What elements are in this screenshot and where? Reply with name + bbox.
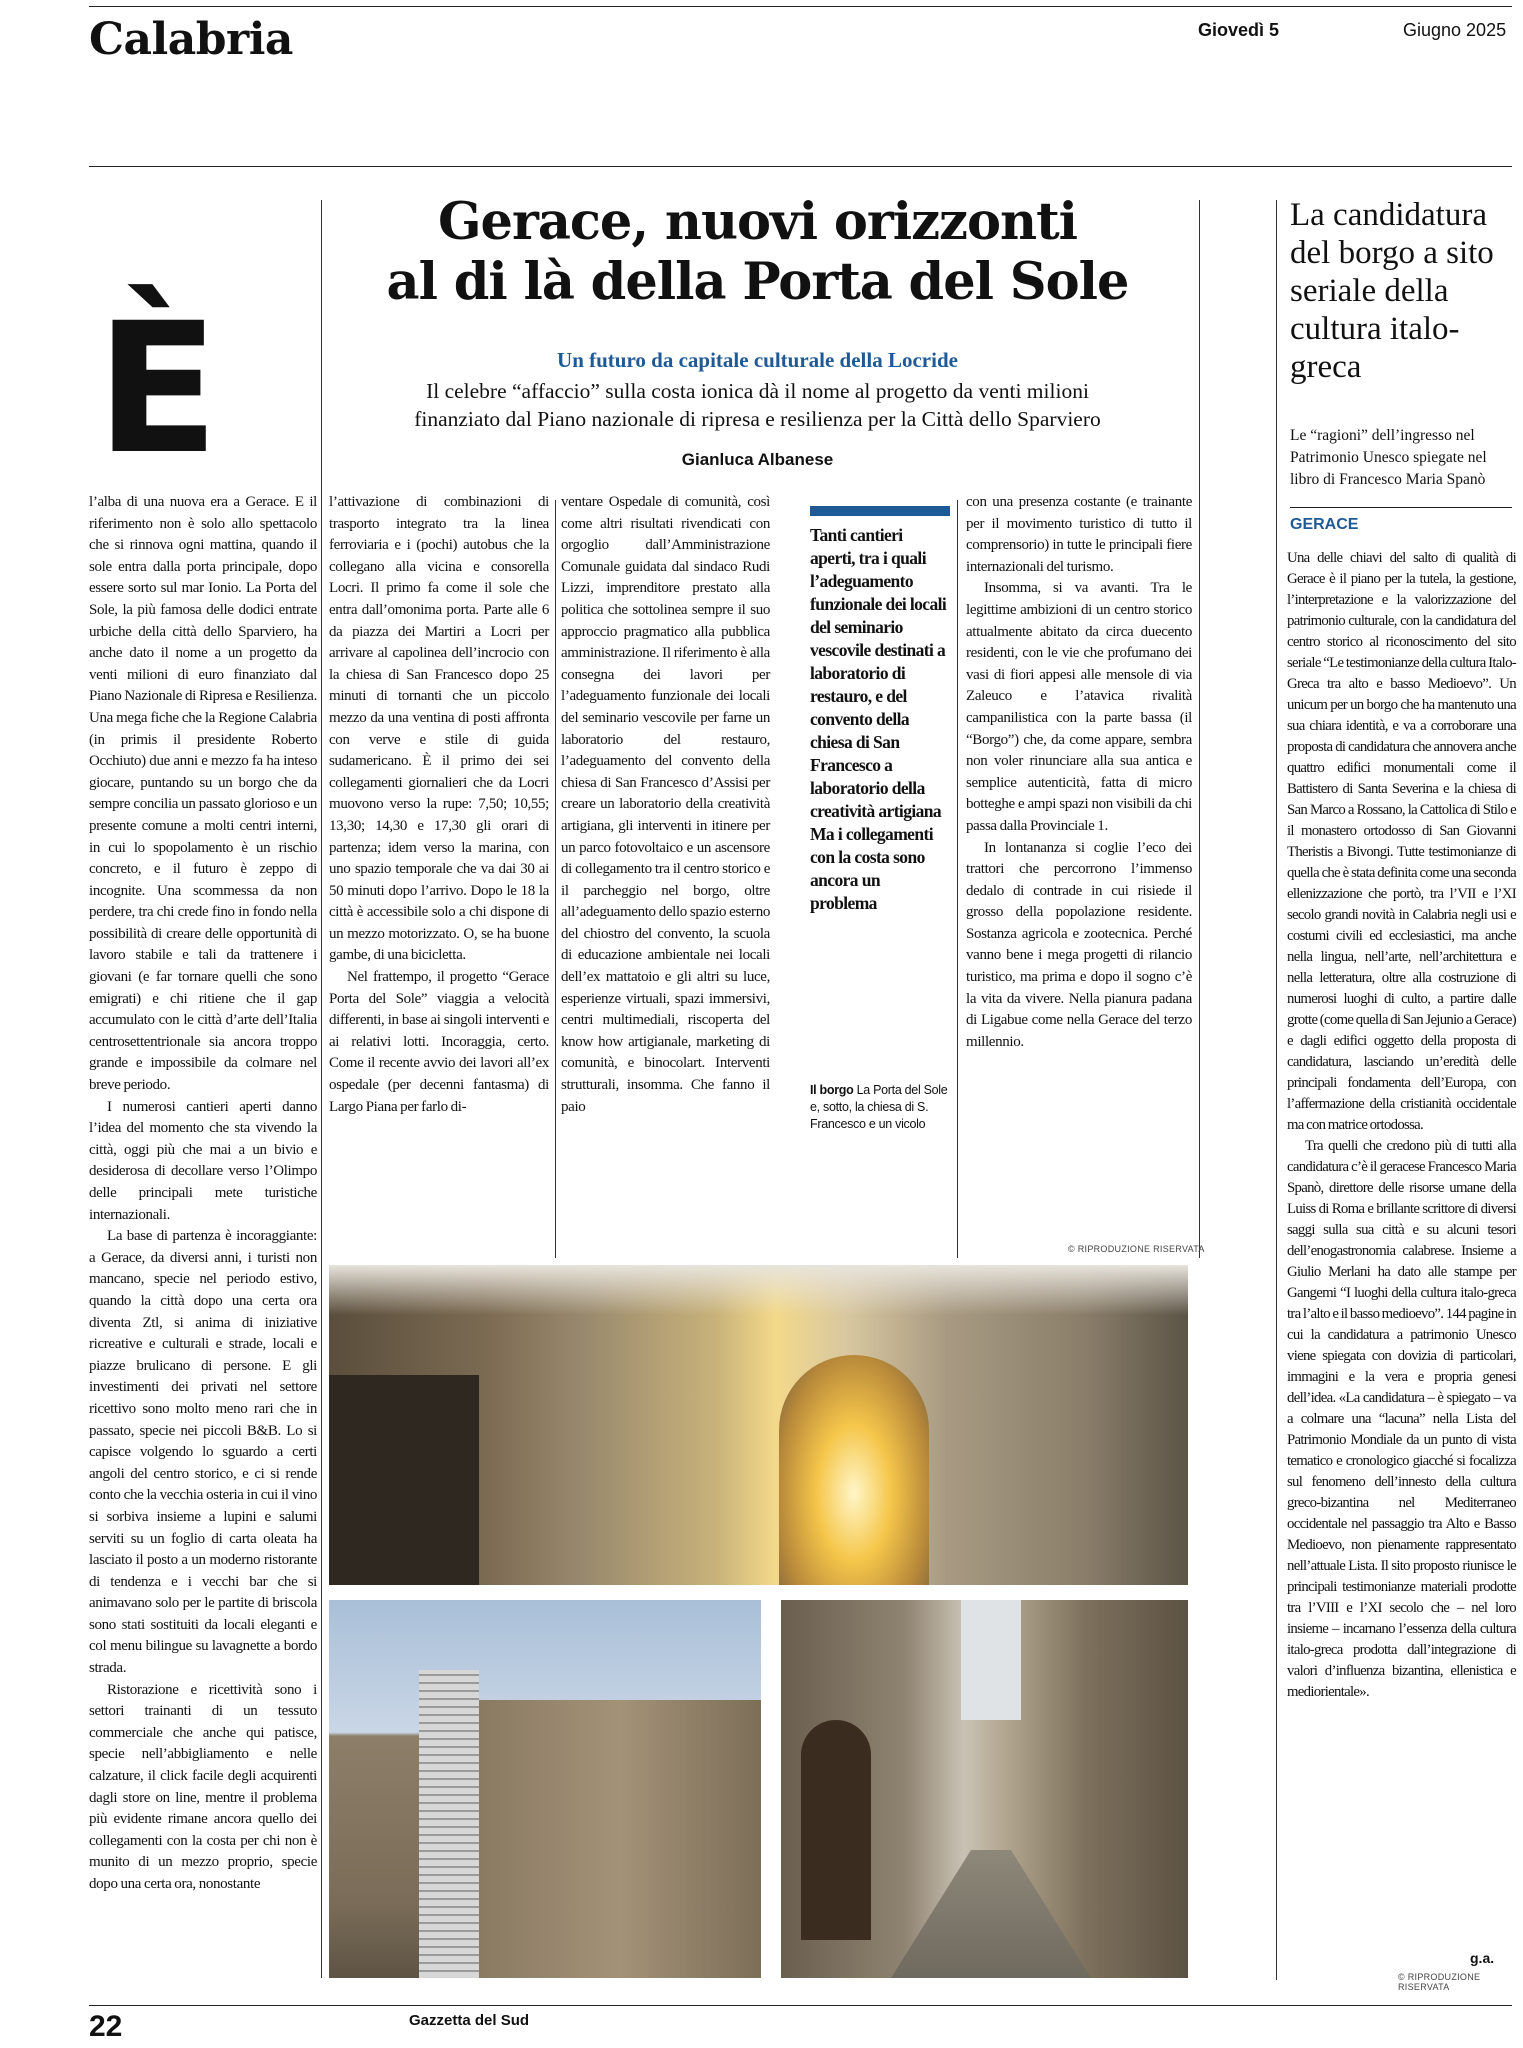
article-column-1: [89, 492, 317, 1896]
door: [801, 1720, 871, 1940]
paragraph: con una presenza costante (e trainante per il movimento turistico di tutto il comprensorio) in tutte le principali fiere internazionali del turismo.: [966, 494, 1192, 575]
paragraph: Ristorazione e ricettività sono i settori trainanti di un tessuto commerciale che anche qui patisce, specie nell’abbigliamento e nelle calzature, il click facile degli acquirenti dagli store on line, mentre il problema più evidente rimane ancora quello dei collegamenti con la costa per chi non è munito di un mezzo proprio, specie dopo una certa ora, nonostante: [89, 1681, 317, 1892]
caption-text: La Porta del Sole e, sotto, la chiesa di S. Francesco e un vicolo: [810, 1083, 948, 1131]
article-column-3: [561, 492, 770, 1118]
date-day: Giovedì 5: [1198, 20, 1280, 40]
paragraph: l’alba di una nuova era a Gerace. E il riferimento non è solo allo spettacolo che si rinnova ogni mattina, quando il sole entra dalla porta principale, dopo essere sorto sul mar Ionio. La Porta del Sole, la più famosa delle dodici entrate urbiche della città dello Sparviero, ha anche dato il nome a un progetto da venti milioni di euro finanziato dal Piano Nazionale di Ripresa e Resilienza. Una mega fiche che la Regione Calabria (in primis il presidente Roberto Occhiuto) due anni e mezzo fa ha inteso giocare, puntando su un borgo che da sempre concilia un passato glorioso e un presente comune a molti centri interni, in cui lo spopolamento è un rischio concreto, e il futuro è zeppo di incognite. Una scommessa da non perdere, tra chi crede fino in fondo nella possibilità di creare delle opportunità di lavoro stabile e tali da trattenere i giovani (e far tornare quelli che sono emigrati) e chi ritiene che il gap accumulato con le città d’arte dell’Italia centrosettentrionale sia ancora troppo grande e impossibile da colmare nel breve periodo.: [89, 494, 317, 1094]
side-article-title: La candidatura del borgo a sito seriale della cultura italo-greca: [1290, 197, 1494, 385]
deck-line: finanziato dal Piano nazionale di ripresa e resilienza per la Città dello Sparviero: [414, 407, 1101, 431]
headline-line: Gerace, nuovi orizzonti: [437, 192, 1078, 252]
side-article-rule: [1290, 507, 1512, 508]
caption-label: Il borgo: [810, 1083, 854, 1097]
paragraph: La base di partenza è incoraggiante: a Gerace, da diversi anni, i turisti non mancano, specie nel periodo estivo, quando la città dopo una certa ora diventa Ztl, si anima di iniziative ricreative e culturali e strade, locali e piazze brulicano di persone. E gli investimenti dei privati nel settore ricettivo sono molto meno rari che in passato, specie nei piccoli B&B. Lo si capisce volgendo lo sguardo a certi angoli del centro storico, e ci si rende conto che la vecchia osteria in cui il vino si sorbiva insieme a lupini e salumi serviti su un foglio di carta oleata ha lasciato il posto a un moderno ristorante di tendenza e i vecchi bar che si animavano solo per le partite di briscola sono stati sostituiti da locali eleganti e col menu bilingue su lavagnette a bordo strada.: [89, 1228, 317, 1677]
doorway: [329, 1375, 479, 1585]
page-number: 22: [89, 2010, 123, 2043]
paragraph: ventare Ospedale di comunità, così come altri risultati rivendicati con orgoglio dall’Amministrazione Comunale guidata dal sindaco Rudi Lizzi, imprenditore prestato alla politica che sottolinea sempre il suo approccio pragmatico alla pubblica amministrazione. Il riferimento è alla consegna dei lavori per l’adeguamento funzionale dei locali del seminario vescovile per farne un laboratorio del restauro, l’adeguamento del convento della chiesa di San Francesco d’Assisi per creare un laboratorio della creatività artigiana, gli interventi in itinere per un parco fotovoltaico e un ascensore di collegamento tra il centro storico e il parcheggio nel borgo, oltre all’adeguamento dello spazio esterno del chiostro del convento, la scuola di educazione ambientale nei locali dell’ex mattatoio e gli altri su luce, esperienze virtuali, spazi immersivi, centri multimediali, riscoperta del know how artigianale, marketing di comunità, e binocolart. Interventi strutturali, insomma. Che fanno il paio: [561, 494, 770, 1115]
paragraph: In lontananza si coglie l’eco dei trattori che percorrono l’immenso dedalo di contrade in cui risiede il grosso della popolazione residente. Sostanza agricola e zootecnica. Perché vanno bene i mega progetti di rilancio turistico, ma prima e dopo il sogno c’è la vita da vivere. Nella pianura padana di Ligabue come nella Gerace del terzo millennio.: [966, 839, 1192, 1050]
article-column-5: [966, 492, 1192, 1053]
paragraph: l’attivazione di combinazioni di trasporto integrato tra la linea ferroviaria e i (pochi) autobus che la collegano alla vicina e consorella Locri. Il primo fa come il sole che entra dall’omonima porta. Parte alle 6 da piazza dei Martiri a Locri per arrivare al capolinea dell’incrocio con la chiesa di San Francesco dopo 25 minuti di tornanti che un piccolo mezzo da una ventina di posti affronta con verve e stile di guida sudamericano. È il primo dei sei collegamenti giornalieri che da Locri muovono verso la rupe: 7,50; 10,55; 13,30; 14,30 e 17,30 gli orari di partenza; idem verso la marina, con uno spazio temporale che va dai 30 ai 50 minuti dopo l’arrivo. Dopo le 18 la città è accessibile solo a chi dispone di un mezzo motorizzato. O, se ha buone gambe, di una bicicletta.: [329, 494, 549, 964]
section-title: Calabria: [89, 14, 293, 65]
column-rule: [1199, 200, 1200, 1258]
sky: [961, 1600, 1021, 1720]
sky: [329, 1265, 1188, 1315]
photo-porta-del-sole: [329, 1265, 1188, 1585]
paragraph: Tra quelli che credono più di tutti alla candidatura c’è il geracese Francesco Maria Spanò, direttore delle risorse umane della Luiss di Roma e brillante scrittore di diversi saggi sulla sua città e su alcuni tesori dell’enogastronomia calabrese. Insieme a Giulio Merlani ha dato alle stampe per Gangemi “I luoghi della cultura italo-greca tra l’alto e il basso medioevo”. 144 pagine in cui la candidatura a patrimonio Unesco viene spiegata con dovizia di particolari, immagini e la vera e propria genesi dell’idea. «La candidatura – è spiegato – va a colmare una “lacuna” nella Lista del Patrimonio Mondiale da un punto di vista tematico e cronologico giacché si focalizza sul fenomeno dell’innesto della cultura greco-bizantina nel Mediterraneo occidentale nel passaggio tra Alto e Basso Medioevo, non pienamente rappresentato nell’attuale Lista. Il sito proposto riunisce le principali testimonianze materiali prodotte tra l’VIII e l’XI secolo che – nel loro insieme – incarnano l’essenza della cultura italo-greca prodotta dall’integrazione di valori d’influenza bizantina, ellenistica e mediorientale».: [1287, 1138, 1516, 1700]
byline: Gianluca Albanese: [681, 450, 834, 469]
side-article-deck: Le “ragioni” dell’ingresso nel Patrimonio Unesco spiegate nel libro di Francesco Maria Spanò: [1290, 427, 1487, 488]
church-facade: [479, 1700, 761, 1978]
footer-rule: [89, 2005, 1512, 2006]
paragraph: I numerosi cantieri aperti danno l’idea del momento che sta vivendo la città, oggi più che mai a un bivio e desiderosa di decollare verso l’Olimpo delle principali mete turistiche internazionali.: [89, 1098, 317, 1223]
headline: [327, 192, 1188, 312]
sidebar-accent-bar: [810, 506, 950, 516]
deck: [327, 377, 1188, 433]
side-article-label: GERACE: [1290, 516, 1359, 533]
column-rule: [1276, 200, 1277, 1980]
header-rule: [89, 166, 1512, 167]
column-rule: [957, 500, 958, 1258]
drop-cap: È: [96, 285, 219, 494]
paragraph: Nel frattempo, il progetto “Gerace Porta del Sole” viaggia a velocità differenti, in base ai singoli interventi e ai relativi lotti. Incoraggia, certo. Come il recente avvio dei lavori all’ex ospedale (per decenni fantasma) di Largo Piana per farlo di-: [329, 969, 549, 1115]
pull-quote: Tanti cantieri aperti, tra i quali l’adeguamento funzionale dei locali del seminario vescovile destinati a laboratorio di restauro, e del convento della chiesa di San Francesco a laboratorio della creatività artigiana Ma i collegamenti con la costa sono ancora un problema: [810, 525, 947, 913]
top-rule: [89, 6, 1512, 7]
date-month-year: Giugno 2025: [1403, 20, 1507, 40]
photo-caption: [810, 1082, 954, 1133]
paragraph: Una delle chiavi del salto di qualità di Gerace è il piano per la tutela, la gestione, l’interpretazione e la valorizzazione del patrimonio culturale, con la candidatura del centro storico al riconoscimento del sito seriale “Le testimonianze della cultura Italo-Greca tra alto e basso Medioevo”. Un unicum per un borgo che ha mantenuto una sua chiara identità, e va a corroborare una proposta di candidatura che annovera anche quattro edifici monumentali come il Battistero di Santa Severina e la chiesa di San Marco a Rossano, la Cattolica di Stilo e il monastero ortodosso di San Giovanni Theristis a Bivongi. Tutte testimonianze di quella che è stata definita come una seconda ellenizzazione che portò, tra l’VII e l’XI secolo grandi novità in Calabria negli usi e costumi civili ed ecclesiastici, ma anche nella lingua, nell’arte, nell’architettura e nella letteratura, oltre alla costruzione di numerosi luoghi di culto, a partire dalle grotte (come quella di San Jejunio a Gerace) e dagli edifici oggetto della proposta di candidatura, lasciando un’eredità delle principali fondamenta dell’Europa, con l’affermazione della cristianità occidentale ma con matrice ortodossa.: [1287, 550, 1516, 1133]
paragraph: Insomma, si va avanti. Tra le legittime ambizioni di un centro storico attualmente abitato da circa duecento residenti, con le vie che profumano dei vasi di fiori appesi alle mensole di via Zaleuco e l’atavica rivalità campanilistica con la parte bassa (il “Borgo”) che, da come appare, sembra non voler rinunciare alla sua antica e semplice autenticità, fatta di micro botteghe e ampi spazi non visibili da chi passa dalla Provinciale 1.: [966, 580, 1192, 834]
photo-chiesa-san-francesco: [329, 1600, 761, 1978]
cobblestone-street: [891, 1850, 1091, 1978]
column-rule: [321, 200, 322, 1978]
headline-line: al di là della Porta del Sole: [386, 252, 1129, 312]
copyright: © RIPRODUZIONE RISERVATA: [1398, 1972, 1481, 1992]
archway-sunlight: [779, 1355, 929, 1585]
kicker: Un futuro da capitale culturale della Locride: [557, 348, 958, 372]
side-article-body: [1287, 548, 1516, 1703]
column-rule: [555, 500, 556, 1258]
photo-vicolo: [781, 1600, 1188, 1978]
article-column-2: [329, 492, 549, 1118]
copyright: © RIPRODUZIONE RISERVATA: [1068, 1244, 1205, 1254]
signature: g.a.: [1470, 1950, 1495, 1966]
newspaper-name: Gazzetta del Sud: [409, 2012, 530, 2029]
deck-line: Il celebre “affaccio” sulla costa ionica dà il nome al progetto da venti milioni: [426, 379, 1089, 403]
scaffolding: [419, 1670, 479, 1978]
